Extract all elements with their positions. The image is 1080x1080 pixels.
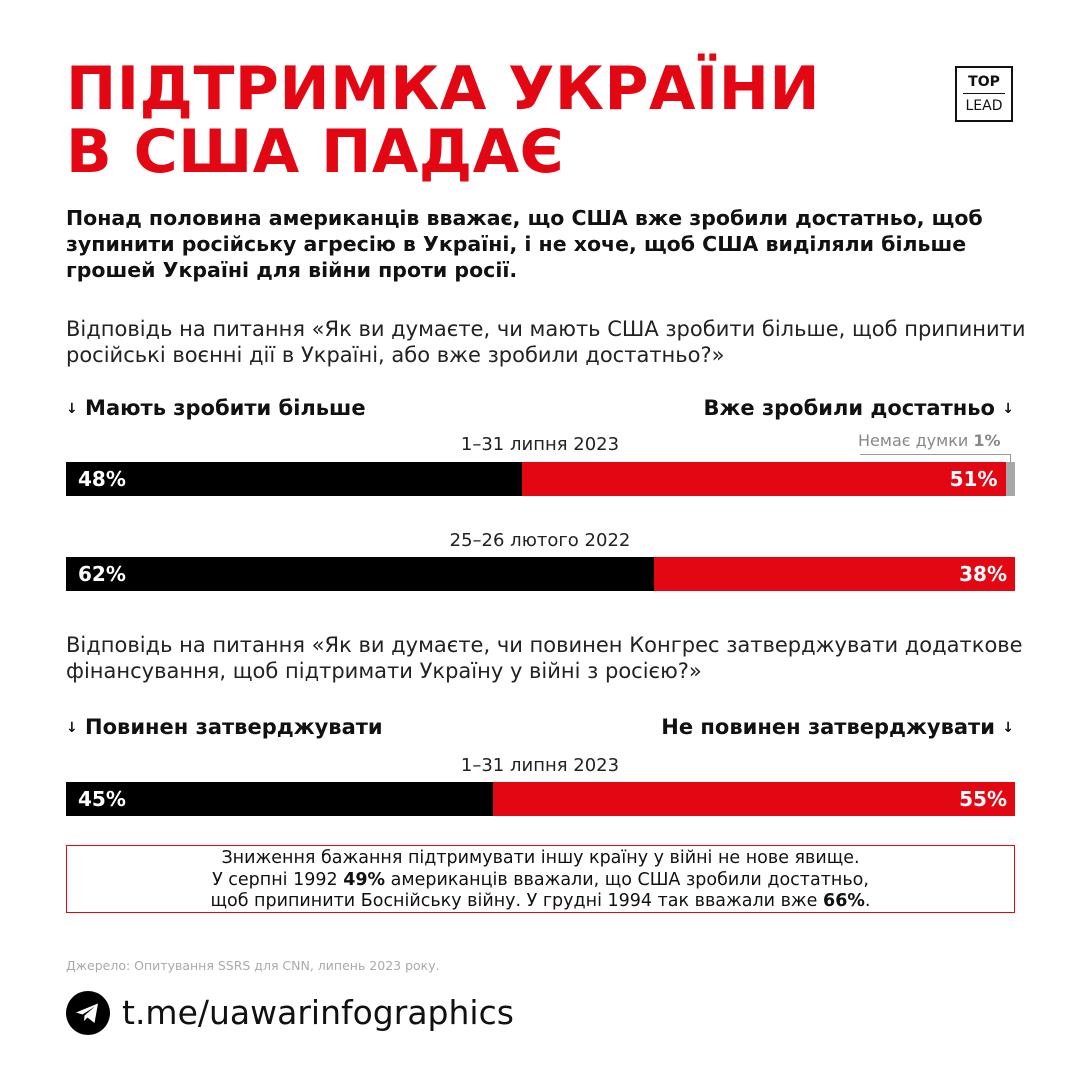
q1-right-label-text: Вже зробили достатньо [703, 396, 995, 420]
note-line-3 [67, 891, 1014, 913]
note-line-2-part: американців вважали, що США зробили достатньо, [385, 869, 869, 890]
bar-segment-series-2 [1006, 462, 1015, 496]
note-line-1: Зниження бажання підтримувати іншу країну у війні не нове явище. [221, 848, 860, 868]
telegram-icon[interactable] [66, 991, 110, 1035]
stacked-bar-chart-1 [66, 462, 1015, 496]
down-arrow-icon: ↓ [1002, 720, 1014, 736]
logo-top-text: TOP [968, 74, 1000, 90]
subtitle: Понад половина американців вважає, що США вже зробили достатньо, щоб зупинити російську агресію в Україні, і не хоче, щоб США виділяли більше грошей Україні для війни проти росії. [66, 206, 983, 282]
no-opinion-text: Немає думки [858, 431, 969, 450]
note-line-2-part: У серпні 1992 [212, 869, 344, 890]
top-lead-logo [955, 66, 1013, 122]
bar-segment-series-0 [66, 462, 522, 496]
note-line-3-part: щоб припинити Боснійську війну. У грудні 1994 так вважали вже [210, 891, 824, 911]
bar-segment-series-1 [493, 782, 1015, 816]
q2-right-label [661, 714, 1014, 741]
title-line-2: В США ПАДАЄ [66, 117, 565, 187]
note-highlight-1994: 66% [823, 891, 865, 911]
chart-3-date: 1–31 липня 2023 [460, 755, 620, 776]
chart-2-date: 25–26 лютого 2022 [449, 530, 631, 551]
q1-left-label [66, 395, 366, 422]
note-line-3-part: . [864, 891, 871, 911]
down-arrow-icon: ↓ [66, 401, 78, 417]
source-caption: Джерело: Опитування SSRS для CNN, липень 2023 року. [66, 958, 440, 973]
historical-note-box [66, 845, 1015, 913]
stacked-bar-chart-2 [66, 557, 1015, 591]
logo-bottom-text: LEAD [963, 93, 1005, 114]
bar-value-label: 45% [78, 787, 126, 811]
note-highlight-1992: 49% [343, 869, 386, 890]
stacked-bar-chart-3 [66, 782, 1015, 816]
bar-value-label: 62% [78, 562, 126, 586]
q2-right-label-text: Не повинен затверджувати [661, 715, 995, 739]
bar-value-label: 55% [959, 787, 1007, 811]
no-opinion-value: 1% [973, 431, 1001, 450]
no-opinion-label [858, 431, 1001, 451]
bar-segment-series-1 [654, 557, 1015, 591]
bar-value-label: 48% [78, 467, 126, 491]
q1-left-label-text: Мають зробити більше [85, 396, 366, 420]
telegram-channel-link[interactable]: t.me/uawarinfographics [122, 993, 514, 1032]
question-1-text: Відповідь на питання «Як ви думаєте, чи мають США зробити більше, щоб припинити російські воєнні дії в Україні, або вже зробили достатньо?» [66, 317, 1026, 367]
bar-segment-series-1 [522, 462, 1006, 496]
down-arrow-icon: ↓ [66, 720, 78, 736]
bar-value-label: 38% [959, 562, 1007, 586]
bar-value-label: 51% [949, 467, 998, 491]
question-2-text: Відповідь на питання «Як ви думаєте, чи повинен Конгрес затверджувати додаткове фінансування, щоб підтримати Україну у війні з росією?» [66, 633, 1023, 683]
q2-left-label [66, 714, 383, 741]
no-opinion-leader-line [860, 454, 1011, 455]
q1-right-label [703, 395, 1014, 422]
page-title [66, 54, 821, 187]
note-line-2 [67, 870, 1014, 892]
title-line-1: ПІДТРИМКА УКРАЇНИ [66, 54, 821, 124]
q2-left-label-text: Повинен затверджувати [85, 715, 383, 739]
bar-segment-series-0 [66, 782, 493, 816]
down-arrow-icon: ↓ [1002, 401, 1014, 417]
chart-1-date: 1–31 липня 2023 [460, 434, 620, 455]
bar-segment-series-0 [66, 557, 654, 591]
